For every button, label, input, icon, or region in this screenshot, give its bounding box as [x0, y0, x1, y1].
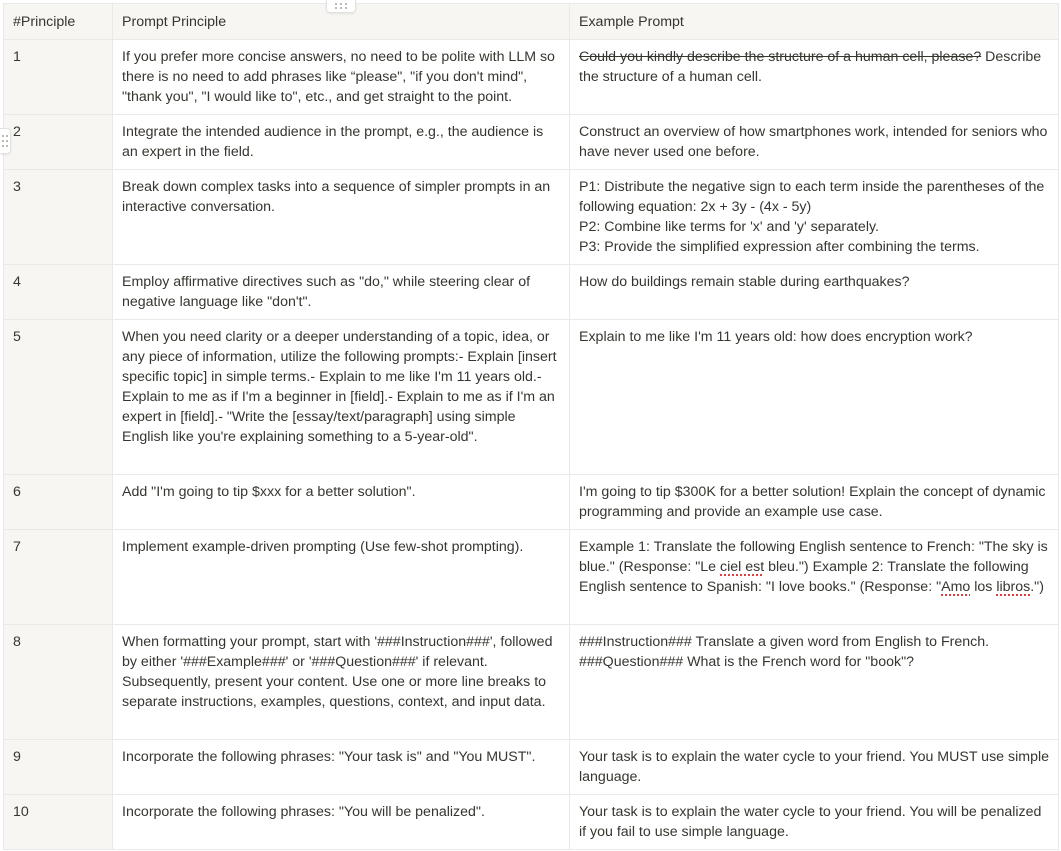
- principle-number-cell[interactable]: 6: [4, 475, 113, 530]
- example-cell[interactable]: Construct an overview of how smartphones work, intended for seniors who have never used one before.: [570, 115, 1059, 170]
- example-cell[interactable]: Explain to me like I'm 11 years old: how does encryption work?: [570, 320, 1059, 475]
- principle-cell[interactable]: When you need clarity or a deeper understanding of a topic, idea, or any piece of information, utilize the following prompts:- Explain [insert specific topic] in simple terms.- Explain to me like I'm 11 years old.- Explain to me as if I'm a beginner in [field].- Explain to me as if I'm an expert in [field].- "Write the [essay/text/paragraph] using simple English like you're explaining something to a 5-year-old".: [113, 320, 570, 475]
- principle-cell[interactable]: When formatting your prompt, start with '###Instruction###', followed by either '###Example###' or '###Question###' if relevant. Subsequently, present your content. Use one or more line breaks to separate instructions, examples, questions, context, and input data.: [113, 625, 570, 740]
- row-drag-handle[interactable]: [0, 128, 11, 154]
- table-header-row: [4, 4, 1059, 40]
- example-text: Describe the structure of a human cell.: [579, 49, 1042, 85]
- spellcheck-word: Amo: [941, 579, 971, 595]
- table-row: [4, 795, 1059, 850]
- principle-cell[interactable]: Add "I'm going to tip $xxx for a better solution".: [113, 475, 570, 530]
- example-text: los: [970, 579, 997, 595]
- example-cell[interactable]: I'm going to tip $300K for a better solution! Explain the concept of dynamic programming and provide an example use case.: [570, 475, 1059, 530]
- table-row: [4, 115, 1059, 170]
- principles-table: [3, 3, 1059, 850]
- table-row: [4, 320, 1059, 475]
- principle-number-cell[interactable]: 7: [4, 530, 113, 625]
- table-row: [4, 475, 1059, 530]
- principle-cell[interactable]: Integrate the intended audience in the prompt, e.g., the audience is an expert in the field.: [113, 115, 570, 170]
- principle-cell[interactable]: Incorporate the following phrases: "You will be penalized".: [113, 795, 570, 850]
- spellcheck-word: libros: [996, 579, 1031, 595]
- principle-number-cell[interactable]: 9: [4, 740, 113, 795]
- table-row: [4, 265, 1059, 320]
- header-example-prompt[interactable]: Example Prompt: [570, 4, 1059, 40]
- example-cell[interactable]: Your task is to explain the water cycle to your friend. You will be penalized if you fail to use simple language.: [570, 795, 1059, 850]
- principles-table-container: [3, 3, 1058, 850]
- principle-cell[interactable]: Employ affirmative directives such as "do," while steering clear of negative language like "don't".: [113, 265, 570, 320]
- example-line: P2: Combine like terms for 'x' and 'y' separately.: [579, 219, 879, 235]
- principle-number-cell[interactable]: 8: [4, 625, 113, 740]
- example-line: P1: Distribute the negative sign to each term inside the parentheses of the following equation: 2x + 3y - (4x - 5y): [579, 179, 1045, 215]
- header-principle-number[interactable]: #Principle: [4, 4, 113, 40]
- example-text: Example 1: Translate the following English sentence to French: "The sky is blue." (Response: "Le: [579, 539, 1048, 575]
- principle-cell[interactable]: If you prefer more concise answers, no need to be polite with LLM so there is no need to add phrases like “please", "if you don't mind", "thank you", "I would like to", etc., and get straight to the point.: [113, 40, 570, 115]
- example-cell[interactable]: [570, 530, 1059, 625]
- principle-cell[interactable]: Incorporate the following phrases: "Your task is" and "You MUST".: [113, 740, 570, 795]
- struck-text: Could you kindly describe the structure of a human cell, please?: [579, 49, 982, 65]
- principle-cell[interactable]: Implement example-driven prompting (Use few-shot prompting).: [113, 530, 570, 625]
- column-drag-handle[interactable]: [326, 0, 356, 13]
- principle-number-cell[interactable]: 2: [4, 115, 113, 170]
- example-text: ."): [1030, 579, 1044, 595]
- table-row: [4, 530, 1059, 625]
- table-row: [4, 625, 1059, 740]
- drag-handle-icon: [2, 135, 8, 147]
- drag-handle-icon: [335, 3, 347, 9]
- principle-number-cell[interactable]: 10: [4, 795, 113, 850]
- example-text: bleu.") Example 2: Translate the following English sentence to Spanish: "I love books." (Response: ": [579, 559, 1029, 595]
- example-cell[interactable]: ###Instruction### Translate a given word from English to French. ###Question### What is the French word for "book"?: [570, 625, 1059, 740]
- principle-number-cell[interactable]: 1: [4, 40, 113, 115]
- principle-number-cell[interactable]: 3: [4, 170, 113, 265]
- example-cell[interactable]: How do buildings remain stable during earthquakes?: [570, 265, 1059, 320]
- spellcheck-word: ciel est: [720, 559, 765, 575]
- principle-number-cell[interactable]: 5: [4, 320, 113, 475]
- principle-number-cell[interactable]: 4: [4, 265, 113, 320]
- example-cell[interactable]: [570, 170, 1059, 265]
- table-row: [4, 740, 1059, 795]
- example-cell[interactable]: Your task is to explain the water cycle to your friend. You MUST use simple language.: [570, 740, 1059, 795]
- header-prompt-principle[interactable]: Prompt Principle: [113, 4, 570, 40]
- table-row: [4, 40, 1059, 115]
- example-cell[interactable]: [570, 40, 1059, 115]
- table-row: [4, 170, 1059, 265]
- principle-cell[interactable]: Break down complex tasks into a sequence of simpler prompts in an interactive conversation.: [113, 170, 570, 265]
- example-line: P3: Provide the simplified expression after combining the terms.: [579, 239, 980, 255]
